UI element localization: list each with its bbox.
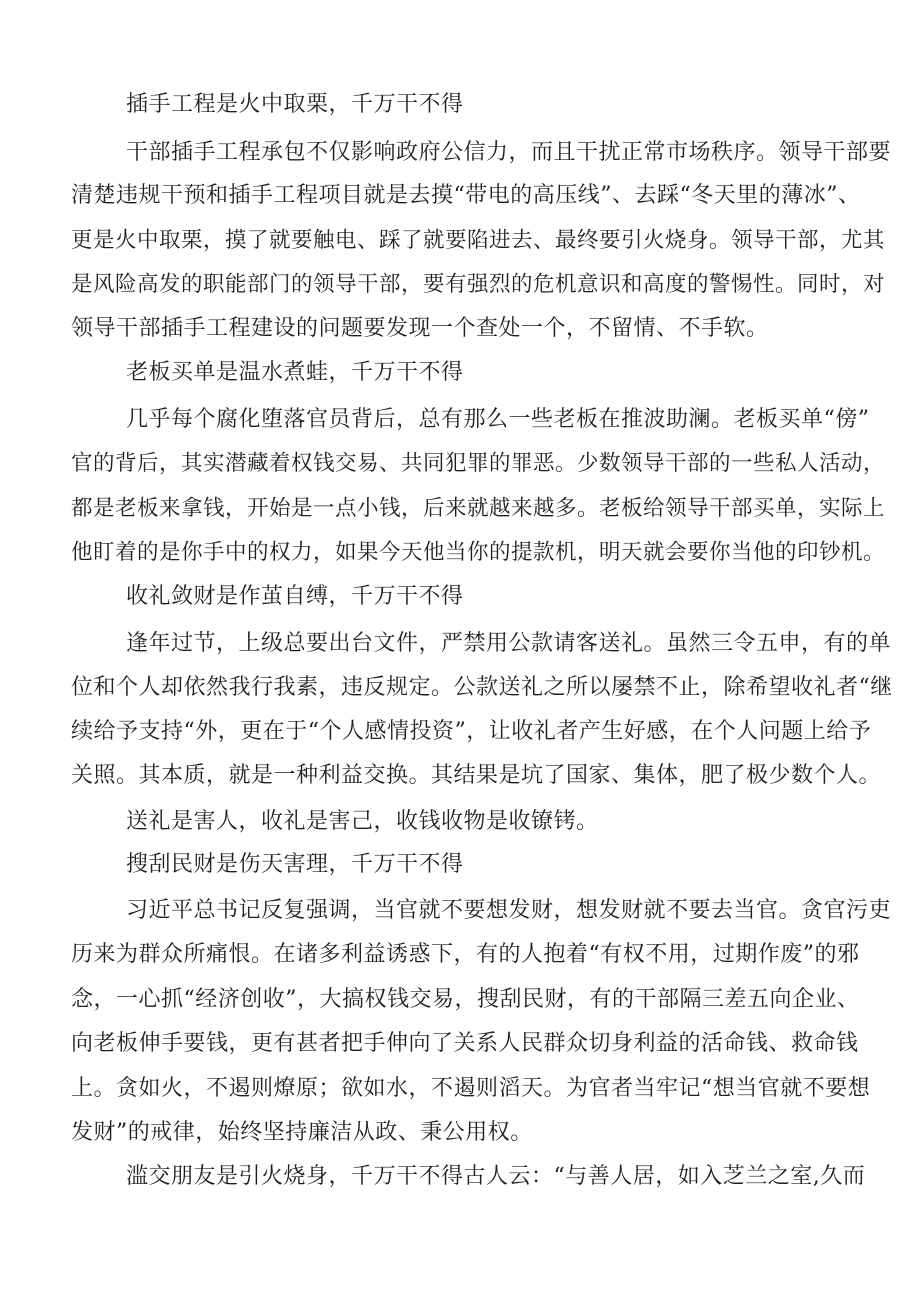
- paragraph-line: 向老板伸手要钱，更有甚者把手伸向了关系人民群众切身利益的活命钱、救命钱: [71, 1031, 859, 1056]
- paragraph-line: 是风险高发的职能部门的领导干部，要有强烈的危机意识和高度的警惕性。同时，对: [71, 272, 886, 297]
- paragraph-line: 都是老板来拿钱，开始是一点小钱，后来就越来越多。老板给领导干部买单，实际上: [71, 496, 886, 521]
- paragraph-line: 关照。其本质，就是一种利益交换。其结果是坑了国家、集体，肥了极少数个人。: [71, 763, 882, 788]
- paragraph-line: 逢年过节，上级总要出台文件，严禁用公款请客送礼。虽然三令五申，有的单: [126, 631, 892, 656]
- paragraph-line: 几乎每个腐化堕落官员背后，总有那么一些老板在推波助澜。老板买单“傍”: [126, 407, 870, 432]
- section-heading: 搜刮民财是伤天害理，千万干不得: [126, 852, 464, 877]
- paragraph-line: 官的背后，其实潜藏着权钱交易、共同犯罪的罪恶。少数领导干部的一些私人活动，: [71, 451, 886, 476]
- paragraph-line: 上。贪如火，不遏则燎原；欲如水，不遏则滔天。为官者当牢记“想当官就不要想: [71, 1076, 871, 1101]
- section-heading: 收礼敛财是作茧自缚，千万干不得: [126, 584, 464, 609]
- paragraph-line: 更是火中取栗，摸了就要触电、踩了就要陷进去、最终要引火烧身。领导干部，尤其: [71, 228, 886, 253]
- paragraph-line: 送礼是害人，收礼是害己，收钱收物是收镣铐。: [126, 809, 599, 834]
- section-heading: 插手工程是火中取栗，千万干不得: [126, 92, 464, 117]
- paragraph-line: 滥交朋友是引火烧身，千万干不得古人云：“与善人居，如入芝兰之室,久而: [126, 1164, 866, 1189]
- paragraph-line: 习近平总书记反复强调，当官就不要想发财，想发财就不要去当官。贪官污吏: [126, 898, 892, 923]
- paragraph-line: 念，一心抓“经济创收”，大搞权钱交易，搜刮民财，有的干部隔三差五向企业、: [71, 987, 860, 1012]
- paragraph-line: 清楚违规干预和插手工程项目就是去摸“带电的高压线”、去踩“冬天里的薄冰”、: [71, 183, 861, 208]
- paragraph-line: 干部插手工程承包不仅影响政府公信力，而且干扰正常市场秩序。领导干部要: [126, 140, 892, 165]
- paragraph-line: 位和个人却依然我行我素，违反规定。公款送礼之所以屡禁不止，除希望收礼者“继: [71, 675, 893, 700]
- paragraph-line: 他盯着的是你手中的权力，如果今天他当你的提款机，明天就会要你当他的印钞机。: [71, 540, 886, 565]
- paragraph-line: 领导干部插手工程建设的问题要发现一个查处一个，不留情、不手软。: [71, 316, 769, 341]
- paragraph-line: 续给予支持“外，更在于“个人感情投资”，让收礼者产生好感，在个人问题上给予: [71, 719, 872, 744]
- paragraph-line: 历来为群众所痛恨。在诸多利益诱惑下，有的人抱着“有权不用，过期作废”的邪: [71, 942, 860, 967]
- section-heading: 老板买单是温水煮蛙，千万干不得: [126, 360, 464, 385]
- paragraph-line: 发财”的戒律，始终坚持廉洁从政、秉公用权。: [71, 1120, 533, 1145]
